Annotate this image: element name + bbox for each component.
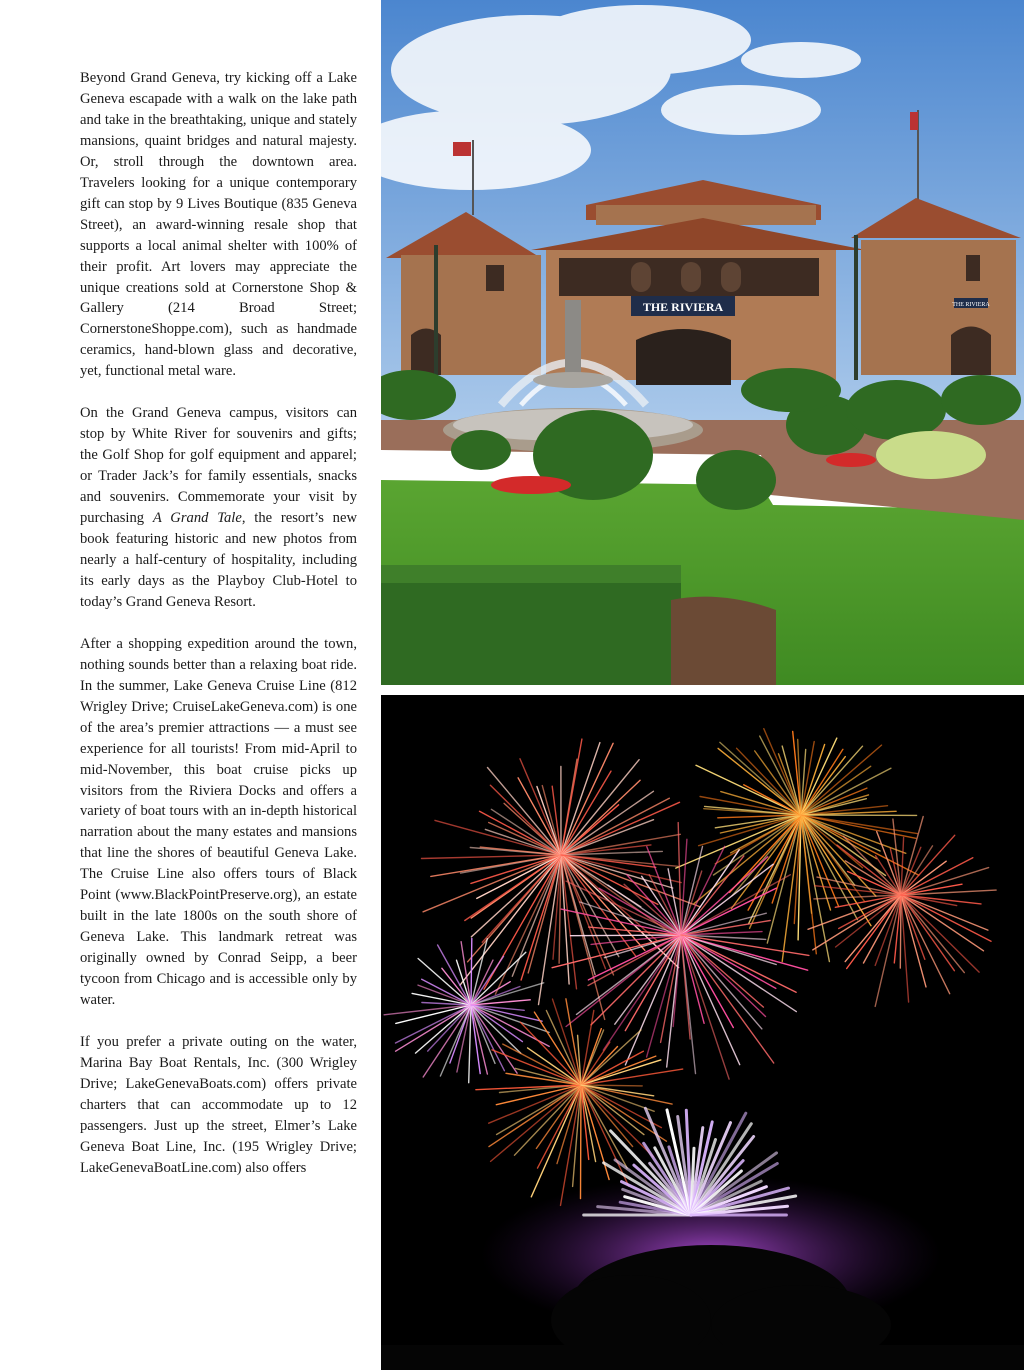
spark-trail: [581, 1085, 582, 1199]
fireworks-photo: [381, 695, 1024, 1370]
paragraph-boat-rentals: If you prefer a private outing on the water, Marina Bay Boat Rentals, Inc. (300 Wrigley Drive; LakeGenevaBoats.com) offers private charters that can accommodate up to 12 passengers. Just up the street, Elmer’s Lake Geneva Boat Line, Inc. (195 Wrigley Drive; LakeGenevaBoatLine.com) also offers: [80, 1033, 357, 1176]
paragraph-campus-end: , the resort’s new book featuring historic and new photos from nearly a half-century of hospitality, including its early days as the Playboy Club-Hotel to today’s Grand Geneva Resort.: [80, 510, 357, 610]
flag-left: [453, 142, 471, 156]
spark-trail: [471, 939, 472, 1006]
flag-right: [910, 112, 918, 130]
riviera-illustration: [381, 0, 1024, 685]
paragraph-campus: [80, 403, 357, 613]
book-title: A Grand Tale: [152, 510, 242, 527]
riviera-side-sign-text: THE RIVIERA: [952, 302, 990, 308]
mulch-bed: [671, 597, 776, 685]
fireworks-illustration: [381, 695, 1024, 1370]
paragraph-cruise: After a shopping expedition around the town, nothing sounds better than a relaxing boat ride. In the summer, Lake Geneva Cruise Line (812 Wrigley Drive; CruiseLakeGeneva.com) is one of the area’s premier attractions — a must see experience for all tourists! From mid-April to mid-November, this boat cruise picks up visitors from the Riviera Docks and offers a variety of boat tours with an in-depth historical narration about the many estates and mansions that line the shores of beautiful Geneva Lake. The Cruise Line also offers tours of Black Point (www.BlackPointPreserve.org), an estate built in the late 1800s on the south shore of Geneva Lake. This landmark retreat was originally owned by Conrad Seipp, a beer tycoon from Chicago and is accessible only by water.: [80, 635, 357, 1009]
riviera-sign-text: THE RIVIERA: [642, 300, 724, 314]
article-column: [80, 68, 357, 1200]
paragraph-downtown: Beyond Grand Geneva, try kicking off a Lake Geneva escapade with a walk on the lake path and take in the breathtaking, unique and stately mansions, quaint bridges and natural majesty. Or, stroll through the downtown area. Travelers looking for a unique contemporary gift can stop by 9 Lives Boutique (835 Geneva Street), an award-winning resale shop that supports a local animal shelter with 100% of their profit. Art lovers may appreciate the unique creations sold at Cornerstone Shop & Gallery (214 Broad Street; CornerstoneShoppe.com), such as handmade ceramics, hand-blown glass and decorative, yet, functional metal ware.: [80, 70, 357, 380]
spark-trail: [571, 935, 682, 936]
riviera-photo: [381, 0, 1024, 685]
paragraph-campus-start: On the Grand Geneva campus, visitors can stop by White River for souvenirs and gifts; the Golf Shop for golf equipment and apparel; or Trader Jack’s for family essentials, snacks and souvenirs. Commemorate your visit by purchasing: [80, 405, 357, 527]
flowering-shrub: [876, 431, 986, 479]
